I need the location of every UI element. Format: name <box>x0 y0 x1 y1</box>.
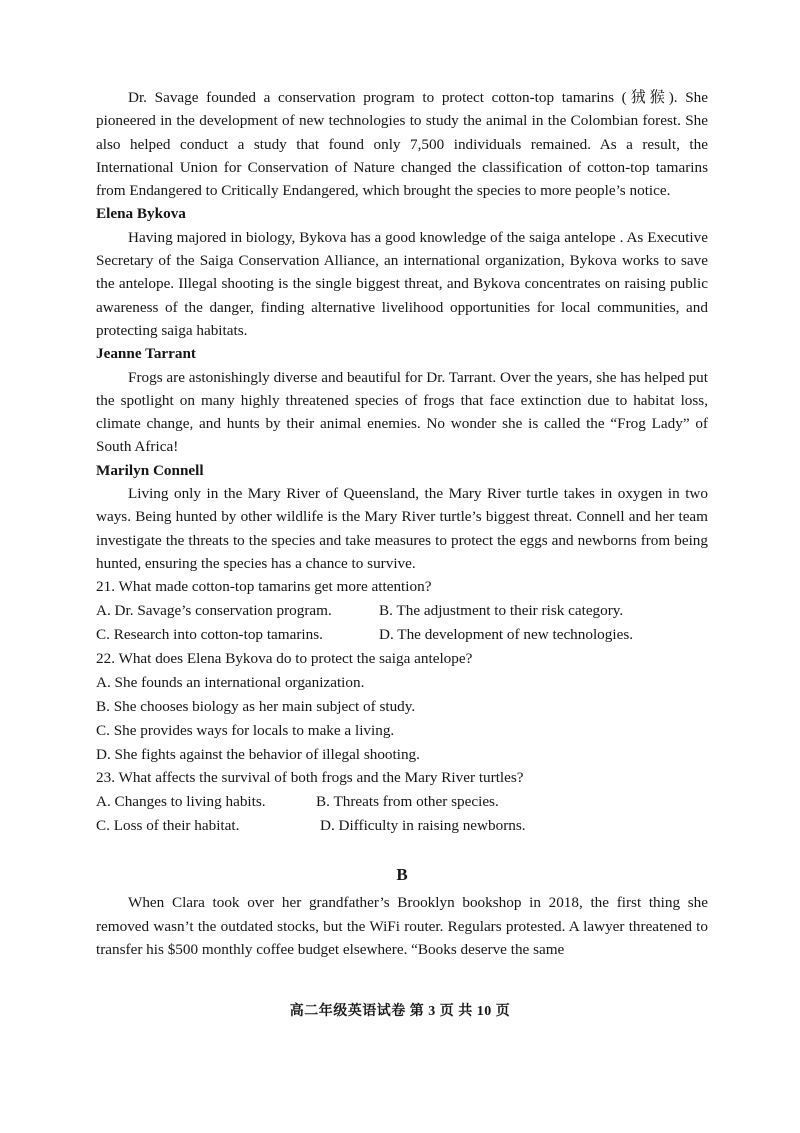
section-b-label: B <box>396 865 408 885</box>
question-21-stem: 21. What made cotton-top tamarins get more attention? <box>96 578 432 596</box>
savage-paragraph: Dr. Savage founded a conservation program to protect cotton-top tamarins (狨猴). She pioneered in the development of new technologies to study the animal in the Colombian forest. She also helped conduct a study that found only 7,500 individuals remained. As a result, the International Union for Conservation of Nature changed the classification of cotton-top tamarins from Endangered to Critically Endangered, which brought the species to more people’s notice. <box>96 89 708 200</box>
tarrant-heading: Jeanne Tarrant <box>96 345 196 363</box>
section-b-paragraph: When Clara took over her grandfather’s Brooklyn bookshop in 2018, the first thing she removed wasn’t the outdated stocks, but the WiFi router. Regulars protested. A lawyer threatened to transfer his $500 monthly coffee budget elsewhere. “Books deserve the same <box>96 894 708 958</box>
question-23-options-row-1 <box>96 790 708 814</box>
question-21-option-d: D. The development of new technologies. <box>379 626 634 644</box>
question-23-option-a: A. Changes to living habits. <box>96 793 266 811</box>
question-22-option-b: B. She chooses biology as her main subject of study. <box>96 697 416 715</box>
question-21-option-a: A. Dr. Savage’s conservation program. <box>96 602 332 620</box>
tarrant-paragraph: Frogs are astonishingly diverse and beautiful for Dr. Tarrant. Over the years, she has helped put the spotlight on many highly threatened species of frogs that face extinction due to habitat loss, climate change, and hunts by their animal enemies. No wonder she is called the “Frog Lady” of South Africa! <box>96 368 708 456</box>
question-23-option-c: C. Loss of their habitat. <box>96 817 240 835</box>
connell-paragraph: Living only in the Mary River of Queensland, the Mary River turtle takes in oxygen in two ways. Being hunted by other wildlife is the Mary River turtle’s biggest threat. Connell and her team investigate the threats to the species and take measures to protect the eggs and newborns from being hunted, ensuring the species has a chance to survive. <box>96 485 708 572</box>
question-22-stem: 22. What does Elena Bykova do to protect the saiga antelope? <box>96 649 473 667</box>
page-footer: 高二年级英语试卷 第 3 页 共 10 页 <box>289 1004 511 1019</box>
question-23-option-b: B. Threats from other species. <box>316 793 499 811</box>
question-21-option-c: C. Research into cotton-top tamarins. <box>96 626 323 644</box>
connell-heading: Marilyn Connell <box>96 461 204 479</box>
question-22-option-c: C. She provides ways for locals to make a living. <box>96 721 395 739</box>
bykova-paragraph: Having majored in biology, Bykova has a good knowledge of the saiga antelope . As Executive Secretary of the Saiga Conservation Alliance, an international organization, Bykova works to save the antelope. Illegal shooting is the single biggest threat, and Bykova concentrates on raising public awareness of the danger, finding alternative livelihood opportunities for local communities, and protecting saiga habitats. <box>96 228 708 339</box>
exam-page <box>96 86 708 961</box>
question-21-options-row-1 <box>96 599 708 623</box>
question-23-options-row-2 <box>96 814 708 838</box>
question-23-stem: 23. What affects the survival of both frogs and the Mary River turtles? <box>96 769 524 787</box>
question-22-option-a: A. She founds an international organization. <box>96 673 365 691</box>
question-21-option-b: B. The adjustment to their risk category. <box>379 602 624 620</box>
question-23-option-d: D. Difficulty in raising newborns. <box>320 817 526 835</box>
question-21-options-row-2 <box>96 623 708 647</box>
question-22-option-d: D. She fights against the behavior of illegal shooting. <box>96 745 420 763</box>
bykova-heading: Elena Bykova <box>96 205 186 223</box>
